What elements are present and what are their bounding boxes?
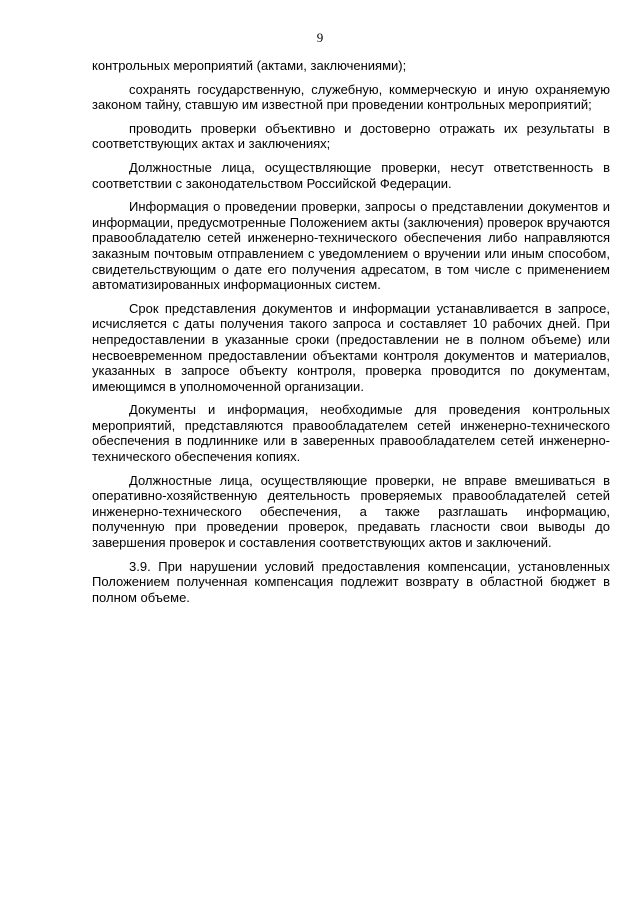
paragraph-section-3-9: 3.9. При нарушении условий предоставления компенсации, установленных Положением полученная компенсация подлежит возврату в областной бюджет в полном объеме. — [92, 558, 610, 605]
paragraph-responsibility: Должностные лица, осуществляющие проверки, несут ответственность в соответствии с законодательством Российской Федерации. — [92, 159, 610, 191]
paragraph-confidentiality: сохранять государственную, служебную, коммерческую и иную охраняемую законом тайну, ставшую им известной при проведении контрольных мероприятий; — [92, 81, 610, 113]
page-number: 9 — [316, 30, 324, 45]
paragraph-submission-deadline: Срок представления документов и информации устанавливается в запросе, исчисляется с даты получения такого запроса и составляет 10 рабочих дней. При непредоставлении в указанные сроки (предоставлении не в полном объеме) или несвоевременном предоставлении объектами контроля документов и материалов, указанных в запросе объекту контроля, проверка проводится по документам, имеющимся в уполномоченной организации. — [92, 300, 610, 394]
document-body — [92, 58, 610, 613]
paragraph-non-interference: Должностные лица, осуществляющие проверки, не вправе вмешиваться в оперативно-хозяйственную деятельность проверяемых правообладателей сетей инженерно-технического обеспечения, а также разглашать информацию, полученную при проведении проверок, предавать гласности свои выводы до завершения проверок и составления соответствующих актов и заключений. — [92, 472, 610, 551]
paragraph-objectivity: проводить проверки объективно и достоверно отражать их результаты в соответствующих актах и заключениях; — [92, 120, 610, 152]
paragraph-documents: Документы и информация, необходимые для проведения контрольных мероприятий, представляются правообладателем сетей инженерно-технического обеспечения в подлиннике или в заверенных правообладателем сетей инженерно-технического обеспечения копиях. — [92, 402, 610, 465]
paragraph-information-delivery: Информация о проведении проверки, запросы о представлении документов и информации, предусмотренные Положением акты (заключения) проверок вручаются правообладателю сетей инженерно-технического обеспечения либо направляются заказным почтовым отправлением с уведомлением о вручении или иным способом, свидетельствующим о дате его получения адресатом, в том числе с применением автоматизированных информационных систем. — [92, 199, 610, 293]
paragraph-continuation: контрольных мероприятий (актами, заключениями); — [92, 58, 407, 73]
